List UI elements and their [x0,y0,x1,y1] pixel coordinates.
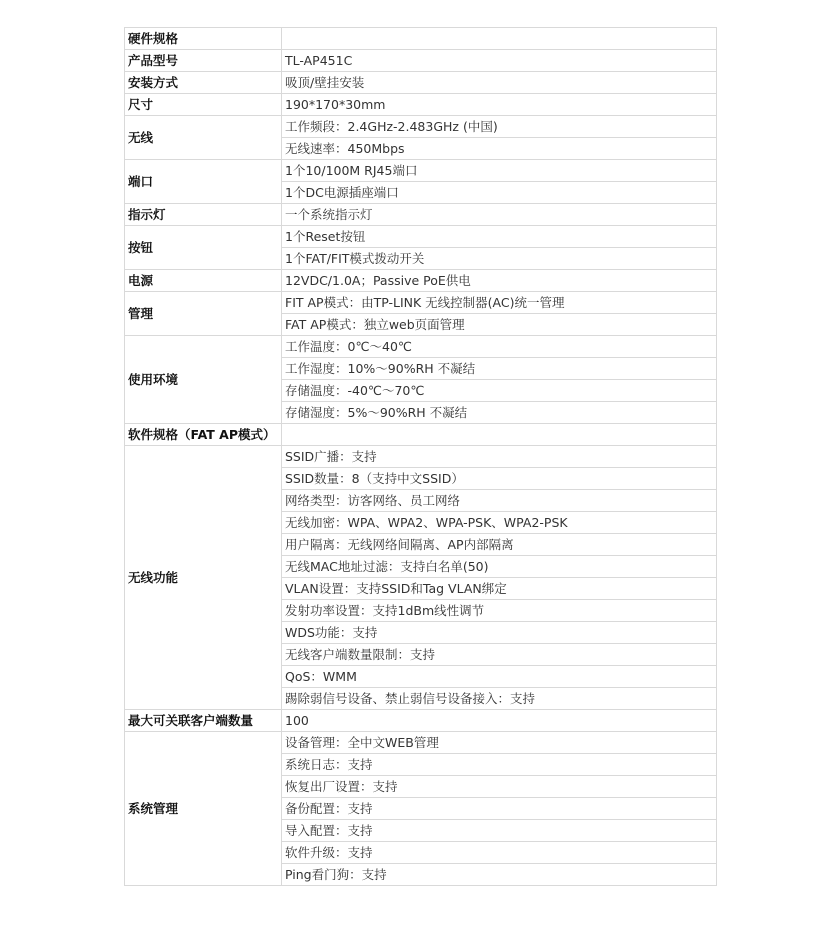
spec-label: 系统管理 [125,732,282,886]
spec-value: 用户隔离：无线网络间隔离、AP内部隔离 [282,534,717,556]
spec-label: 按钮 [125,226,282,270]
spec-value: 无线MAC地址过滤：支持白名单(50) [282,556,717,578]
spec-label: 无线 [125,116,282,160]
spec-value: 踢除弱信号设备、禁止弱信号设备接入：支持 [282,688,717,710]
spec-value: 1个DC电源插座端口 [282,182,717,204]
spec-row [125,160,717,182]
spec-label: 硬件规格 [125,28,282,50]
spec-value: 工作湿度：10%～90%RH 不凝结 [282,358,717,380]
spec-value: 无线客户端数量限制：支持 [282,644,717,666]
spec-value: QoS：WMM [282,666,717,688]
spec-value: FAT AP模式：独立web页面管理 [282,314,717,336]
spec-value: 存储湿度：5%～90%RH 不凝结 [282,402,717,424]
spec-value: 无线速率：450Mbps [282,138,717,160]
spec-value: 设备管理：全中文WEB管理 [282,732,717,754]
spec-label: 最大可关联客户端数量 [125,710,282,732]
spec-row [125,336,717,358]
spec-value: 1个FAT/FIT模式拨动开关 [282,248,717,270]
spec-value: 导入配置：支持 [282,820,717,842]
spec-value: 工作频段：2.4GHz-2.483GHz (中国) [282,116,717,138]
spec-value: 100 [282,710,717,732]
spec-value: 1个10/100M RJ45端口 [282,160,717,182]
spec-label: 指示灯 [125,204,282,226]
spec-row [125,72,717,94]
spec-value: VLAN设置：支持SSID和Tag VLAN绑定 [282,578,717,600]
spec-row [125,94,717,116]
spec-value: 工作温度：0℃～40℃ [282,336,717,358]
spec-label: 产品型号 [125,50,282,72]
spec-value: WDS功能：支持 [282,622,717,644]
spec-label: 使用环境 [125,336,282,424]
spec-label: 管理 [125,292,282,336]
spec-row [125,226,717,248]
spec-value: FIT AP模式：由TP-LINK 无线控制器(AC)统一管理 [282,292,717,314]
spec-value: 网络类型：访客网络、员工网络 [282,490,717,512]
spec-value: 发射功率设置：支持1dBm线性调节 [282,600,717,622]
spec-table-body [125,28,717,886]
spec-table [124,27,717,886]
spec-value: 吸顶/壁挂安装 [282,72,717,94]
spec-value: 系统日志：支持 [282,754,717,776]
spec-value: 12VDC/1.0A；Passive PoE供电 [282,270,717,292]
spec-row [125,116,717,138]
spec-value [282,28,717,50]
spec-value: 存储温度：-40℃～70℃ [282,380,717,402]
spec-row [125,50,717,72]
spec-value: TL-AP451C [282,50,717,72]
spec-value: 备份配置：支持 [282,798,717,820]
spec-value: 无线加密：WPA、WPA2、WPA-PSK、WPA2-PSK [282,512,717,534]
spec-value [282,424,717,446]
spec-value: 恢复出厂设置：支持 [282,776,717,798]
spec-row [125,204,717,226]
spec-row [125,270,717,292]
spec-row [125,292,717,314]
spec-row [125,732,717,754]
spec-value: SSID广播：支持 [282,446,717,468]
spec-value: 190*170*30mm [282,94,717,116]
spec-label: 软件规格（FAT AP模式） [125,424,282,446]
spec-value: 软件升级：支持 [282,842,717,864]
spec-value: 1个Reset按钮 [282,226,717,248]
spec-row [125,446,717,468]
spec-row [125,424,717,446]
spec-label: 端口 [125,160,282,204]
spec-row [125,28,717,50]
spec-label: 无线功能 [125,446,282,710]
spec-value: 一个系统指示灯 [282,204,717,226]
spec-label: 电源 [125,270,282,292]
spec-value: SSID数量：8（支持中文SSID） [282,468,717,490]
spec-value: Ping看门狗：支持 [282,864,717,886]
spec-label: 尺寸 [125,94,282,116]
spec-row [125,710,717,732]
spec-label: 安装方式 [125,72,282,94]
